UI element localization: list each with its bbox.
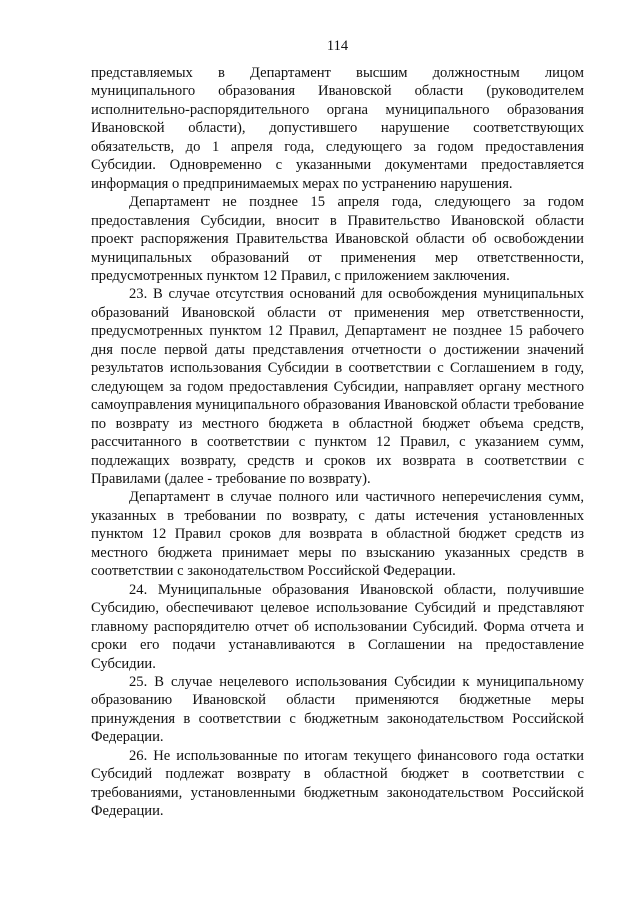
document-body (91, 64, 584, 821)
paragraph-department-recovery: Департамент в случае полного или частичного неперечисления сумм, указанных в требовании по возврату, с даты истечения установленных пунктом 12 Правил сроков для возврата в областной бюджет средств из местного бюджета принимает меры по взысканию указанных средств в соответствии с законодательством Российской Федерации. (91, 489, 584, 580)
page-number: 114 (326, 38, 349, 54)
paragraph-department-deadline: Департамент не позднее 15 апреля года, следующего за годом предоставления Субсидии, вносит в Правительство Ивановской области проект распоряжения Правительства Ивановской области об освобождении муниципальных образований от применения мер ответственности, предусмотренных пунктом 12 Правил, с приложением заключения. (91, 194, 584, 284)
paragraph-23: 23. В случае отсутствия оснований для освобождения муниципальных образований Ивановской области от применения мер ответственности, предусмотренных пунктом 12 Правил, Департамент не позднее 15 рабочего дня после первой даты представления отчетности о достижении значений результатов использования Субсидии в соответствии с Соглашением в году, следующем за годом предоставления Субсидии, направляет органу местного самоуправления муниципального образования Ивановской области требование по возврату из местного бюджета в областной бюджет объема средств, рассчитанного в соответствии с пунктом 12 Правил, с указанием сумм, подлежащих возврату, средств и сроков их возврата в соответствии с Правилами (далее - требование по возврату). (91, 286, 584, 487)
paragraph-25: 25. В случае нецелевого использования Субсидии к муниципальному образованию Ивановской области применяются бюджетные меры принуждения в соответствии с бюджетным законодательством Российской Федерации. (91, 673, 584, 746)
paragraph-24: 24. Муниципальные образования Ивановской области, получившие Субсидию, обеспечивают целевое использование Субсидий и представляют главному распорядителю отчет об использовании Субсидий. Форма отчета и сроки его подачи устанавливаются в Соглашении на предоставление Субсидии. (91, 581, 584, 672)
paragraph-continuation: представляемых в Департамент высшим должностным лицом муниципального образования Ивановской области (руководителем исполнительно-распорядительного органа муниципального образования Ивановской области), допустившего нарушение соответствующих обязательств, до 1 апреля года, следующего за годом предоставления Субсидии. Одновременно с указанными документами предоставляется информация о предпринимаемых мерах по устранению нарушения. (91, 65, 584, 192)
paragraph-26: 26. Не использованные по итогам текущего финансового года остатки Субсидий подлежат возврату в областной бюджет в соответствии с требованиями, установленными бюджетным законодательством Российской Федерации. (91, 747, 584, 820)
